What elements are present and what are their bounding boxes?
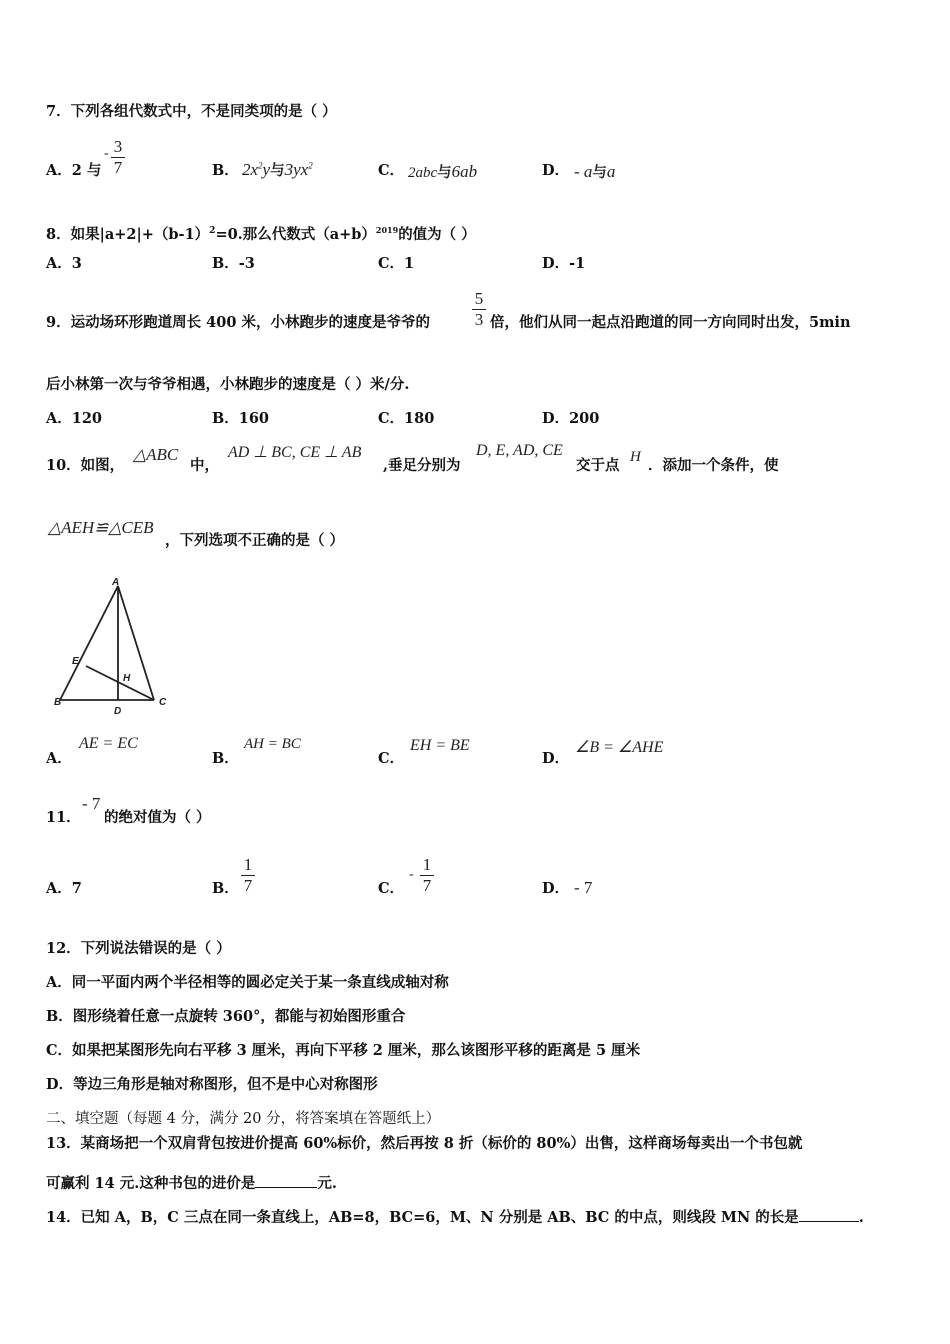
- q11-value: - 7: [82, 794, 101, 813]
- q10-feet: D, E, AD, CE: [476, 442, 563, 459]
- figure-label-e: E: [72, 656, 79, 667]
- q10-option-d-expression: ∠B = ∠AHE: [575, 739, 664, 756]
- q9-fraction-denominator: 3: [474, 310, 484, 329]
- q10-stem-part3: ,垂足分别为: [383, 457, 461, 474]
- section-2-heading: 二、填空题（每题 4 分，满分 20 分，将答案填在答题纸上）: [46, 1111, 441, 1127]
- q12-option-d: D．等边三角形是轴对称图形，但不是中心对称图形: [46, 1076, 378, 1093]
- q9-option-d: D．200: [542, 410, 600, 427]
- q9-stem-line2: 后小林第一次与爷爷相遇，小林跑步的速度是（ ）米/分.: [46, 376, 410, 393]
- q12-option-c: C．如果把某图形先向右平移 3 厘米，再向下平移 2 厘米，那么该图形平移的距离是 5 厘米: [46, 1042, 641, 1059]
- q9-stem-part1: 9．运动场环形跑道周长 400 米，小林跑步的速度是爷爷的: [46, 314, 430, 331]
- q10-stem-part1: 10．如图，: [46, 457, 125, 474]
- q13-line2: 可赢利 14 元.这种书包的进价是 元.: [46, 1175, 337, 1192]
- q11-option-b-numerator: 1: [243, 855, 253, 874]
- q10-option-c-expression: EH = BE: [410, 737, 470, 754]
- q7-option-a-label: A．2 与: [46, 162, 102, 179]
- q10-option-a-label: A．: [46, 750, 72, 767]
- q10-triangle-abc: △ABC: [133, 445, 179, 464]
- q10-congruence: △AEH≌△CEB: [48, 518, 154, 537]
- q11-option-c-denominator: 7: [422, 876, 432, 895]
- q7-option-b-expression: $2x^2y$与$3yx^2$: [242, 160, 313, 179]
- q8-option-d: D．-1: [542, 255, 586, 272]
- q7-option-a-fraction: [111, 138, 125, 177]
- q10-option-b-label: B．: [212, 750, 239, 767]
- q14-answer-blank[interactable]: [799, 1207, 859, 1222]
- q14-line: 14．已知 A，B，C 三点在同一条直线上，AB=8，BC=6，M、N 分别是 AB、BC 的中点，则线段 MN 的长是 .: [46, 1209, 864, 1226]
- q9-option-c: C．180: [378, 410, 435, 427]
- q12-option-a: A．同一平面内两个半径相等的圆必定关于某一条直线成轴对称: [46, 974, 449, 991]
- q7-option-c-expression: 2abc与6ab: [408, 162, 478, 181]
- figure-label-b: B: [54, 697, 62, 708]
- q9-option-a: A．120: [46, 410, 103, 427]
- q11-stem-part1: 11．: [46, 809, 81, 826]
- q11-option-d-label: D．: [542, 880, 570, 897]
- q11-option-c-fraction: [420, 856, 434, 895]
- q12-option-b: B．图形绕着任意一点旋转 360°，都能与初始图形重合: [46, 1008, 406, 1025]
- q7-option-d-expression: - a与a: [574, 162, 616, 181]
- q8-option-b: B．-3: [212, 255, 255, 272]
- q11-stem-part2: 的绝对值为（ ）: [104, 809, 211, 826]
- q10-stem-part2: 中，: [190, 457, 219, 474]
- q7-option-a-denominator: 7: [113, 158, 123, 177]
- q10-option-c-label: C．: [378, 750, 405, 767]
- q10-option-d-label: D．: [542, 750, 570, 767]
- q11-option-b-label: B．: [212, 880, 239, 897]
- q10-option-b-expression: AH = BC: [244, 736, 301, 752]
- q9-stem-part2: 倍，他们从同一起点沿跑道的同一方向同时出发，5min: [490, 314, 851, 331]
- figure-label-d: D: [114, 706, 122, 717]
- q11-option-a: A．7: [46, 880, 82, 897]
- q10-stem-part6: ，下列选项不正确的是（ ）: [165, 532, 345, 549]
- q11-option-c-sign: -: [409, 867, 414, 882]
- q7-option-a-sign: -: [104, 146, 109, 161]
- q11-option-d-expression: - 7: [574, 878, 593, 897]
- q11-option-c-label: C．: [378, 880, 405, 897]
- q10-stem-part5: ．添加一个条件，使: [648, 457, 779, 474]
- q10-point-h: H: [630, 449, 641, 465]
- q11-option-b-fraction: [241, 856, 255, 895]
- q7-stem: 7．下列各组代数式中，不是同类项的是（ ）: [46, 103, 337, 120]
- q8-stem: 8．如果$|a+2|+(b-1)^2=0$.那么代数式$(a+b)^{2019}$的值为（ ）: [46, 225, 476, 243]
- q7-option-c-label: C．: [378, 162, 405, 179]
- q9-fraction-numerator: 5: [474, 289, 484, 308]
- q13-line1: 13．某商场把一个双肩背包按进价提高 60%标价，然后再按 8 折（标价的 80%）出售，这样商场每卖出一个书包就: [46, 1135, 803, 1152]
- q10-condition: AD ⊥ BC, CE ⊥ AB: [228, 444, 362, 461]
- q8-option-a: A．3: [46, 255, 82, 272]
- q7-option-a-numerator: 3: [113, 137, 123, 156]
- q11-option-c-numerator: 1: [422, 855, 432, 874]
- q12-stem: 12．下列说法错误的是（ ）: [46, 940, 231, 957]
- figure-label-a: A: [112, 577, 120, 588]
- q9-option-b: B．160: [212, 410, 270, 427]
- q11-option-b-denominator: 7: [243, 876, 253, 895]
- figure-label-h: H: [123, 673, 131, 684]
- q7-option-d-label: D．: [542, 162, 570, 179]
- figure-label-c: C: [159, 697, 167, 708]
- q9-fraction: [472, 290, 486, 329]
- q10-option-a-expression: AE = EC: [79, 735, 138, 752]
- figure-side-ab: [60, 586, 118, 700]
- q13-answer-blank[interactable]: [255, 1173, 317, 1188]
- q7-option-b-label: B．: [212, 162, 239, 179]
- q8-option-c: C．1: [378, 255, 415, 272]
- figure-altitude-ce: [86, 666, 154, 700]
- q10-stem-part4: 交于点: [576, 457, 620, 474]
- q10-triangle-figure: [46, 574, 186, 720]
